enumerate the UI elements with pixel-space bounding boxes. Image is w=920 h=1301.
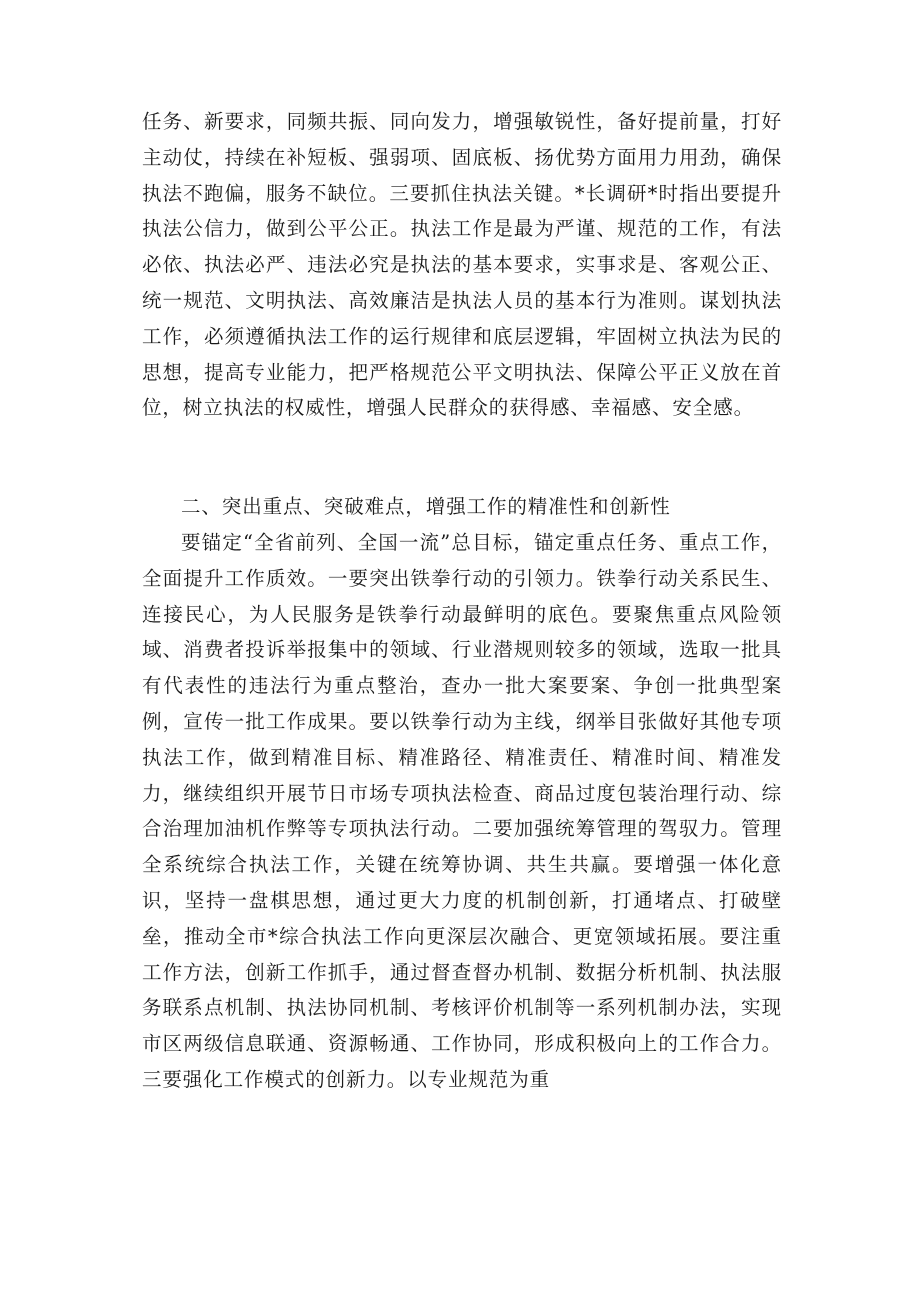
body-paragraph: 要锚定“全省前列、全国一流”总目标，锚定重点任务、重点工作，全面提升工作质效。一要突出铁拳行动的引领力。铁拳行动关系民生、连接民心，为人民服务是铁拳行动最鲜明的底色。要聚焦重点风险领域、消费者投诉举报集中的领域、行业潜规则较多的领域，选取一批具有代表性的违法行为重点整治，查办一批大案要案、争创一批典型案例，宣传一批工作成果。要以铁拳行动为主线，纲举目张做好其他专项执法工作，做到精准目标、精准路径、精准责任、精准时间、精准发力，继续组织开展节日市场专项执法检查、商品过度包装治理行动、综合治理加油机作弊等专项执法行动。二要加强统筹管理的驾驭力。管理全系统综合执法工作，关键在统筹协调、共生共赢。要增强一体化意识，坚持一盘棋思想，通过更大力度的机制创新，打通堵点、打破壁垒，推动全市*综合执法工作向更深层次融合、更宽领域拓展。要注重工作方法，创新工作抓手，通过督查督办机制、数据分析机制、执法服务联系点机制、执法协同机制、考核评价机制等一系列机制办法，实现市区两级信息联通、资源畅通、工作协同，形成积极向上的工作合力。三要强化工作模式的创新力。以专业规范为重 [142, 531, 782, 1091]
section-heading: 二、突出重点、突破难点，增强工作的精准性和创新性 [181, 495, 671, 518]
body-paragraph: 任务、新要求，同频共振、同向发力，增强敏锐性，备好提前量，打好主动仗，持续在补短板、强弱项、固底板、扬优势方面用力用劲，确保执法不跑偏，服务不缺位。三要抓住执法关键。*长调研*时指出要提升执法公信力，做到公平公正。执法工作是最为严谨、规范的工作，有法必依、执法必严、违法必究是执法的基本要求，实事求是、客观公正、统一规范、文明执法、高效廉洁是执法人员的基本行为准则。谋划执法工作，必须遵循执法工作的运行规律和底层逻辑，牢固树立执法为民的思想，提高专业能力，把严格规范公平文明执法、保障公平正义放在首位，树立执法的权威性，增强人民群众的获得感、幸福感、安全感。 [142, 110, 782, 420]
